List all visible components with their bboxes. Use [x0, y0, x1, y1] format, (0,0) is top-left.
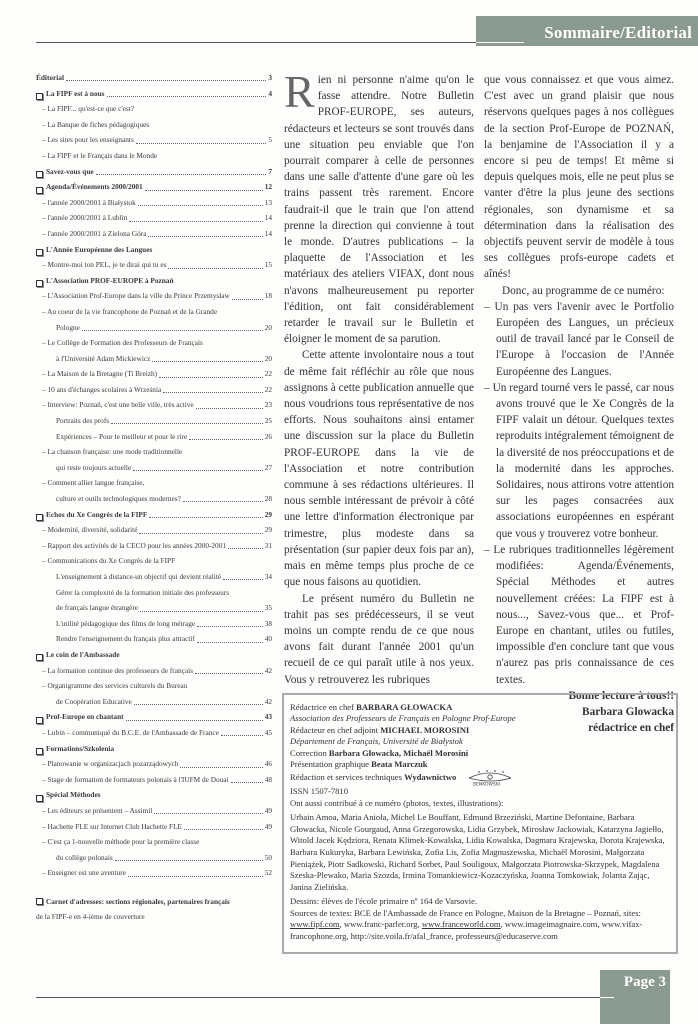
toc-footer-bold: Carnet d'adresses: sections régionales, partenaires français	[46, 896, 230, 906]
credits-box	[282, 693, 678, 954]
toc-entry-title: – La FIPF... qu'est-ce que c'est?	[42, 104, 135, 114]
dot-leader	[139, 533, 262, 534]
toc-page-number: 52	[264, 868, 272, 878]
dot-leader	[184, 829, 263, 830]
checkbox-square-icon	[36, 717, 43, 724]
toc-entry[interactable]	[36, 72, 272, 84]
credit-contrib-label: Ont aussi contribué à ce numéro (photos, textes, illustrations):	[290, 797, 504, 808]
toc-entry-title: Savez-vous que	[46, 166, 94, 176]
credit-label: Rédaction et services techniques	[290, 772, 405, 783]
toc-entry-title: qui reste toujours actuelle	[56, 462, 132, 472]
editorial-paragraph-3: Le présent numéro du Bulletin ne trahit pas ses prédécesseurs, il se veut moins un compte rendu de ce que nous avons fait durant l'année 2001 qu'un recueil de ce qui paraît utile à nos yeux. Vous y retrouverez les rubriques	[284, 592, 474, 686]
editorial-paragraph-5: Donc, au programme de ce numéro:	[502, 284, 665, 297]
credit-correction	[290, 748, 670, 759]
toc-entry-title: de Coopération Educative	[56, 696, 132, 706]
dot-leader	[163, 392, 262, 393]
publisher-eye-logo-icon	[461, 770, 519, 786]
toc-page-number: 23	[264, 400, 272, 410]
link-fipf[interactable]: www.fipf.com	[290, 919, 340, 930]
section-title-tab	[476, 16, 698, 46]
dot-leader	[196, 408, 263, 409]
dot-leader	[136, 143, 267, 144]
editorial-paragraph-1	[284, 66, 474, 347]
toc-entry[interactable]	[36, 587, 272, 599]
toc-entry[interactable]	[36, 337, 272, 349]
toc-page-number: 7	[268, 166, 272, 176]
toc-page-number: 50	[264, 852, 272, 862]
toc-entry-title: du collège polonais	[56, 852, 113, 862]
toc-page-number: 48	[264, 774, 272, 784]
credit-sources: Sources de textes: BCE de l'Ambassade de France en Pologne, Maison de la Bretagne – Poznań, sites: www.fipf.com, www.franc-parler.org, www.franceworld.com, www.imageimagnaire.com, www.vifax-francophone.org, http://site.voila.fr/afal_france, professeurs@educaserve.com	[290, 907, 643, 941]
toc-entry-title: – Interview: Poznań, c'est une belle ville, très active	[42, 400, 194, 410]
link-franceworld[interactable]: www.franceworld.com	[421, 919, 501, 930]
bullet-item: – Un regard tourné vers le passé, car nous avons trouvé que le Xe Congrès de la FIPF valait un détour. Quelques textes reproduits intégralement témoignent de la diversité de nos préoccupations et de la modernité dans les approches. Solidaires, nous attirons votre attention sur les pages consacrées aux associations européennes en espérant que vous y trouverez votre bonheur.	[484, 381, 674, 540]
toc-entry[interactable]	[36, 244, 272, 256]
toc-page-number: 49	[264, 821, 272, 831]
toc-entry[interactable]	[36, 462, 272, 474]
toc-entry-title: – Le Collège de Formation des Professeurs de Français	[42, 338, 203, 348]
credit-graphic-design	[290, 759, 670, 770]
svg-text:BENKOWSKI: BENKOWSKI	[473, 782, 501, 787]
toc-entry-title: Expériences – Pour le meilleur et pour le rire	[56, 431, 188, 441]
toc-entry-title: Formations/Szkolenia	[46, 743, 115, 753]
toc-entry-title: – Modernité, diversité, solidarité	[42, 525, 138, 535]
credit-value: MICHAEL MOROSINI	[380, 724, 470, 735]
toc-entry-title: – Organigramme des services culturels du Bureau	[42, 681, 188, 691]
dot-leader	[96, 174, 267, 175]
dot-leader	[140, 611, 263, 612]
toc-entry-title: – La chanson française: une mode traditionnelle	[42, 447, 183, 457]
toc-page-number: 42	[264, 665, 272, 675]
toc-entry[interactable]	[36, 540, 272, 552]
toc-entry-title: L'Association PROF-EUROPE à Poznań	[46, 275, 174, 285]
link-voila[interactable]: http://site.voila.fr/afal_france	[350, 930, 452, 941]
toc-entry-title: – La Banque de fiches pédagogiques	[42, 119, 150, 129]
credit-label: Rédactrice en chef	[290, 702, 357, 712]
toc-page-number: 18	[264, 291, 272, 301]
checkbox-square-icon	[36, 171, 43, 178]
link-email[interactable]: professeurs@educaserve.com	[455, 930, 558, 941]
toc-page-number: 15	[264, 260, 272, 270]
toc-entry[interactable]	[36, 306, 272, 318]
toc-entry-title: – Communications du Xe Congrès de la FIPF	[42, 556, 176, 566]
toc-entry[interactable]	[36, 212, 272, 224]
credit-label: Correction	[290, 747, 329, 758]
toc-entry-title: Éditorial	[36, 73, 64, 82]
toc-page-number: 27	[264, 462, 272, 472]
toc-entry-title: – La formation continue des professeurs de français	[42, 665, 193, 675]
checkbox-square-icon	[36, 748, 43, 755]
toc-entry[interactable]	[36, 789, 272, 801]
toc-entry[interactable]	[36, 431, 272, 443]
checkbox-square-icon	[36, 249, 43, 256]
toc-entry[interactable]	[36, 774, 272, 786]
toc-entry[interactable]	[36, 384, 272, 396]
editorial-paragraph-2: Cette attente involontaire nous a tout de même fait réfléchir au rôle que nous assignons à cette publication annuelle que nous voudrions tous représentative de nos efforts. Nous souhaitons ainsi entamer une discussion sur la place du Bulletin PROF-EUROPE dans la vie de l'Association et notre contribution commune à ses rédactions ultérieures. Il nous semble intéressant de prévoir à côté une lettre d'information électronique par trimestre, plus modeste dans sa présentation (sur papier deux fois par an), mais en même temps plus proche de ce que nous faisons au quotidien.	[284, 349, 474, 589]
toc-entry-title: – Hachette FLE sur Internet Club Hachette FLE	[42, 821, 183, 831]
toc-entry[interactable]	[36, 821, 272, 833]
toc-entry-title: – La Maison de la Bretagne (Ti Breizh)	[42, 369, 158, 379]
toc-entry[interactable]	[36, 150, 272, 162]
link-franc-parler[interactable]: www.franc-parler.org	[343, 919, 418, 930]
toc-page-number: 22	[264, 369, 272, 379]
toc-entry-title: – l'année 2000/2001 à Zielona Góra	[42, 228, 147, 238]
credit-label: Présentation graphique	[290, 759, 372, 770]
toc-footer-rest: de la FIPF-e en 4-ième de couverture	[36, 911, 145, 921]
editorial-column-2	[484, 72, 674, 736]
dot-leader	[168, 268, 262, 269]
toc-page-number: 3	[268, 73, 272, 82]
header-rule	[36, 42, 476, 43]
toc-page-number: 25	[264, 416, 272, 426]
checkbox-square-icon	[36, 187, 43, 194]
toc-page-number: 14	[264, 213, 272, 223]
toc-entry-title: L'utilité pédagogique des films de long métrage	[56, 618, 196, 628]
dot-leader	[159, 377, 263, 378]
dot-leader	[138, 205, 263, 206]
dot-leader	[82, 330, 263, 331]
toc-page-number: 14	[264, 228, 272, 238]
toc-entry[interactable]	[36, 727, 272, 739]
toc-page-number: 28	[264, 494, 272, 504]
dot-leader	[115, 860, 263, 861]
toc-entry[interactable]	[36, 322, 272, 334]
page-number: Page 3	[623, 974, 666, 990]
signature-role: rédactrice en chef	[588, 722, 674, 735]
dot-leader	[232, 299, 263, 300]
toc-entry[interactable]	[36, 399, 272, 411]
dot-leader	[111, 423, 263, 424]
toc-entry-title: L'Année Européenne des Langues	[46, 244, 153, 254]
editorial-column-1	[284, 66, 474, 688]
dot-leader	[133, 470, 263, 471]
toc-entry[interactable]	[36, 509, 272, 521]
toc-entry[interactable]	[36, 493, 272, 505]
footer-rule	[36, 997, 618, 998]
dot-leader	[223, 579, 263, 580]
dot-leader	[149, 517, 262, 518]
toc-page-number: 45	[264, 727, 272, 737]
credit-department: Département de Français, Université de Białystok	[290, 736, 463, 747]
toc-page-number: 49	[264, 805, 272, 815]
toc-entry-title: – Enseigner est une aventure	[42, 868, 126, 878]
toc-entry[interactable]	[36, 711, 272, 723]
toc-entry-title: – l'année 2000/2001 à Białystok	[42, 197, 136, 207]
dot-leader	[126, 720, 263, 721]
toc-entry[interactable]	[36, 134, 272, 146]
toc-entry-title: Spécial Méthodes	[46, 790, 101, 800]
toc-entry-title: Portraits des profs	[56, 416, 110, 426]
toc-entry[interactable]	[36, 524, 272, 536]
toc-entry-title: – Montre-moi ton PEL, je te dirai qui tu es	[42, 260, 167, 270]
toc-footer-entry[interactable]	[36, 894, 272, 924]
toc-entry[interactable]	[36, 103, 272, 115]
checkbox-square-icon	[36, 898, 43, 905]
dot-leader	[195, 673, 263, 674]
dot-leader	[197, 626, 263, 627]
toc-page-number: 31	[264, 540, 272, 550]
dot-leader	[231, 782, 263, 783]
dot-leader	[197, 642, 263, 643]
toc-entry-title: Prof-Europe en chantant	[46, 712, 124, 722]
sources-label: Sources de textes: BCE de l'Ambassade de France en Pologne, Maison de la Bretagne – Poznań, sites:	[290, 907, 641, 918]
credit-association: Association des Professeurs de Français en Pologne Prof-Europe	[290, 713, 516, 724]
toc-page-number: 4	[268, 88, 272, 98]
toc-page-number: 46	[264, 759, 272, 769]
toc-list	[36, 72, 272, 880]
toc-page-number: 34	[264, 572, 272, 581]
toc-entry-title: culture et outils technologiques modernes?	[56, 494, 181, 504]
toc-entry-title: L'enseignement à distance-un objectif qui devient réalité	[56, 572, 222, 581]
toc-entry-title: Pologne	[56, 322, 80, 332]
toc-entry[interactable]	[36, 555, 272, 567]
toc-entry-title: – La FIPF et le Français dans le Monde	[42, 150, 158, 160]
toc-entry[interactable]	[36, 353, 272, 365]
toc-entry[interactable]	[36, 477, 272, 489]
contributors-list: Urbain Amoa, Maria Anioła, Michel Le Bouffant, Edmund Brzeziński, Martine Defontaine, Barbara Głowacka, Nicole Gourgaud, Anna Grzegorowska, Lidia Grzybek, Mirosław Jackowiak, Katarzyna Jagiełło, Witold Jacek Kędziora, Renata Klimek-Kowalska, Lidia Kowalska, Dagmara Krajewska, Dorota Krajewska, Barbara Kukuryka, Barbara Lewińska, Zofia Lis, Zofia Magnuszewska, Michaël Morosini, Małgorzata Pieniążek, Piotr Sadkowski, Richard Sorbet, Paul Souligoux, Małgorzata Piotrowska-Skrzypek, Magdalena Szeska-Plewako, Maria Szozda, Irmina Tomankiewicz-Kozaczyńska, Joanna Tomkowiak, Jolanta Zając, Janina Zielińska.	[290, 812, 665, 892]
toc-page-number: 12	[264, 182, 272, 192]
checkbox-square-icon	[36, 795, 43, 802]
toc-entry[interactable]	[36, 867, 272, 879]
toc-entry-title: – Les éditeurs se présentent – Assimil	[42, 805, 153, 815]
toc-entry-title: – l'année 2000/2001 à Lublin	[42, 213, 128, 223]
toc-entry[interactable]	[36, 649, 272, 661]
toc-entry[interactable]	[36, 119, 272, 131]
dot-leader	[180, 767, 262, 768]
toc-entry[interactable]	[36, 696, 272, 708]
bullet-item: – Un pas vers l'avenir avec le Portfolio Européen des Langues, un précieux outil de travail lancé par le Conseil de l'Europe à l'occasion de l'Année Européenne des Langues.	[484, 300, 674, 378]
table-of-contents	[36, 72, 272, 924]
toc-entry[interactable]	[36, 181, 272, 193]
toc-entry[interactable]	[36, 446, 272, 458]
editorial-paragraph-4: que vous connaissez et que vous aimez. C'est avec un grand plaisir que nous réservons quelques pages à nos collègues de la section Prof-Europe de POZNAŃ, la benjamine de l'Association il y a encore si peu de temps! Et même si depuis quelques mois, elle ne peut plus se vanter d'être la plus jeune des sections régionales, son dynamisme et sa détermination dans la réalisation des objectifs peuvent servir de modèle à tous ses collègues profs-europe cadets et aînés!	[484, 74, 674, 281]
toc-page-number: 20	[264, 322, 272, 332]
toc-entry[interactable]	[36, 852, 272, 864]
toc-entry-title: – Au coeur de la vie francophone de Poznań et de la Grande	[42, 306, 218, 316]
toc-entry[interactable]	[36, 197, 272, 209]
toc-entry[interactable]	[36, 228, 272, 240]
dot-leader	[129, 221, 262, 222]
closing-line: Bonne lecture à tous!!	[568, 689, 674, 702]
dot-leader	[134, 704, 263, 705]
credit-issn: ISSN 1507-7810	[290, 786, 349, 797]
paragraph-text: ien ni personne n'aime qu'on le fasse attendre. Notre Bulletin PROF-EUROPE, ses auteurs, rédacteurs et lecteurs se sont trouvés dans une situation peu enviable que l'on pourrait comparer à celle de personnes dans une salle d'attente d'une gare où les trains passent très rarement. Encore faudrait-il que le train que l'on attend prenne la direction qui convienne à tout le monde. D'autres publications – la plaquette de l'Association et les matériaux des ateliers VIFAX, dont nous n'avons malheureusement pu reporter l'édition, ont fait considérablement retarder le travail sur le Bulletin et éloigner le moment de sa parution.	[284, 74, 474, 346]
checkbox-square-icon	[36, 280, 43, 287]
toc-entry[interactable]	[36, 805, 272, 817]
credit-technical	[290, 770, 670, 786]
toc-page-number: 13	[264, 197, 272, 207]
toc-entry[interactable]	[36, 618, 272, 630]
toc-entry-title: Le coin de l'Ambassade	[46, 649, 120, 659]
toc-entry[interactable]	[36, 743, 272, 755]
toc-entry-title: – 10 ans d'échanges scolaires à Września	[42, 384, 162, 394]
toc-entry-title: à l'Université Adam Mickiewicz	[56, 353, 151, 363]
dot-leader	[128, 876, 263, 877]
toc-entry-title: – L'Association Prof-Europe dans la ville du Prince Przemysław	[42, 291, 230, 301]
checkbox-square-icon	[36, 654, 43, 661]
toc-page-number: 35	[264, 603, 272, 613]
toc-entry[interactable]	[36, 290, 272, 302]
dot-leader	[189, 439, 262, 440]
toc-entry-title: Rendre l'enseignement du français plus attractif	[56, 634, 195, 644]
toc-entry[interactable]	[36, 633, 272, 645]
toc-entry-title: – Rapport des activités de la CECO pour les années 2000-2001	[42, 540, 227, 550]
drop-cap: R	[284, 66, 315, 117]
toc-page-number: 20	[264, 353, 272, 363]
credit-editor-in-chief	[290, 702, 670, 713]
toc-entry[interactable]	[36, 836, 272, 848]
dot-leader	[183, 501, 263, 502]
toc-page-number: 42	[264, 696, 272, 706]
toc-entry[interactable]	[36, 368, 272, 380]
toc-entry-title: – Stage de formation de formateurs polonais à l'IUFM de Douai	[42, 774, 229, 784]
toc-entry-title: – Planowanie w organizacjach pozarządowych	[42, 759, 179, 769]
link-imageimagnaire[interactable]: www.imageimagnaire.com	[504, 919, 598, 930]
toc-entry-title: – C'est ça 1-nouvelle méthode pour la première classe	[42, 837, 200, 847]
credit-drawings: Dessins: élèves de l'école primaire nº 164 de Varsovie.	[290, 896, 478, 907]
toc-entry-title: Gérer la complexité de la formation initiale des professeurs	[56, 587, 230, 597]
dot-leader	[228, 548, 263, 549]
toc-page-number: 29	[264, 509, 272, 519]
toc-entry-title: Echos du Xe Congrès de la FIPF	[46, 509, 148, 519]
footer-tab-rule	[600, 997, 614, 998]
toc-entry[interactable]	[36, 665, 272, 677]
checkbox-square-icon	[36, 514, 43, 521]
toc-entry[interactable]	[36, 259, 272, 271]
credit-deputy-editor	[290, 725, 670, 736]
toc-entry-title: Agenda/Événements 2000/2001	[46, 182, 143, 192]
toc-entry-title: – Les sites pour les enseignants	[42, 135, 134, 145]
toc-page-number: 40	[264, 634, 272, 644]
toc-entry[interactable]	[36, 680, 272, 692]
page-number-tab	[600, 970, 670, 1024]
toc-entry-title: – Lubin – communiqué du B.C.E. de l'Ambassade de France	[42, 727, 219, 737]
toc-entry-title: de français langue étrangère	[56, 603, 139, 613]
toc-entry[interactable]	[36, 571, 272, 583]
toc-page-number: 5	[268, 135, 272, 145]
dot-leader	[107, 96, 267, 97]
bullet-item: – Le rubriques traditionnelles légèrement modifiées: Agenda/Événements, Spécial Méthodes et autres nouvellement créées: La FIPF est à nous..., Savez-vous que... et Prof-Europe en chantant, utiles ou futiles, impossible d'en conclure tant que vous n'aurez pas pris connaissance de ces textes.	[484, 543, 674, 686]
signature-name: Barbara Glowacka	[582, 705, 674, 718]
toc-page-number: 22	[264, 384, 272, 394]
link-vifax[interactable]: www.vifax-francophone.org	[290, 919, 643, 941]
credit-value: Wydawnictwo	[404, 772, 457, 783]
toc-entry[interactable]	[36, 166, 272, 178]
toc-page-number: 26	[264, 431, 272, 441]
dot-leader	[148, 236, 262, 237]
toc-entry[interactable]	[36, 415, 272, 427]
credit-label: Rédacteur en chef adjoint	[290, 724, 381, 735]
toc-entry[interactable]	[36, 88, 272, 100]
credit-value: Beata Marczuk	[371, 759, 428, 770]
credit-value: BARBARA GŁOWACKA	[356, 702, 453, 712]
toc-page-number: 38	[264, 618, 272, 628]
dot-leader	[66, 80, 266, 81]
toc-entry[interactable]	[36, 275, 272, 287]
toc-entry[interactable]	[36, 758, 272, 770]
checkbox-square-icon	[36, 93, 43, 100]
credit-value: Barbara Głowacka, Michaël Morosini	[328, 747, 469, 758]
dot-leader	[154, 813, 262, 814]
toc-entry[interactable]	[36, 602, 272, 614]
dot-leader	[152, 361, 262, 362]
toc-page-number: 43	[264, 712, 272, 722]
section-title: Sommaire/Editorial	[544, 23, 692, 42]
dot-leader	[221, 735, 263, 736]
toc-entry-title: – Comment allier langue française,	[42, 478, 145, 488]
dot-leader	[145, 190, 263, 191]
toc-entry-title: La FIPF est à nous	[46, 88, 105, 98]
toc-page-number: 29	[264, 525, 272, 535]
header-tab-rule	[476, 42, 524, 43]
